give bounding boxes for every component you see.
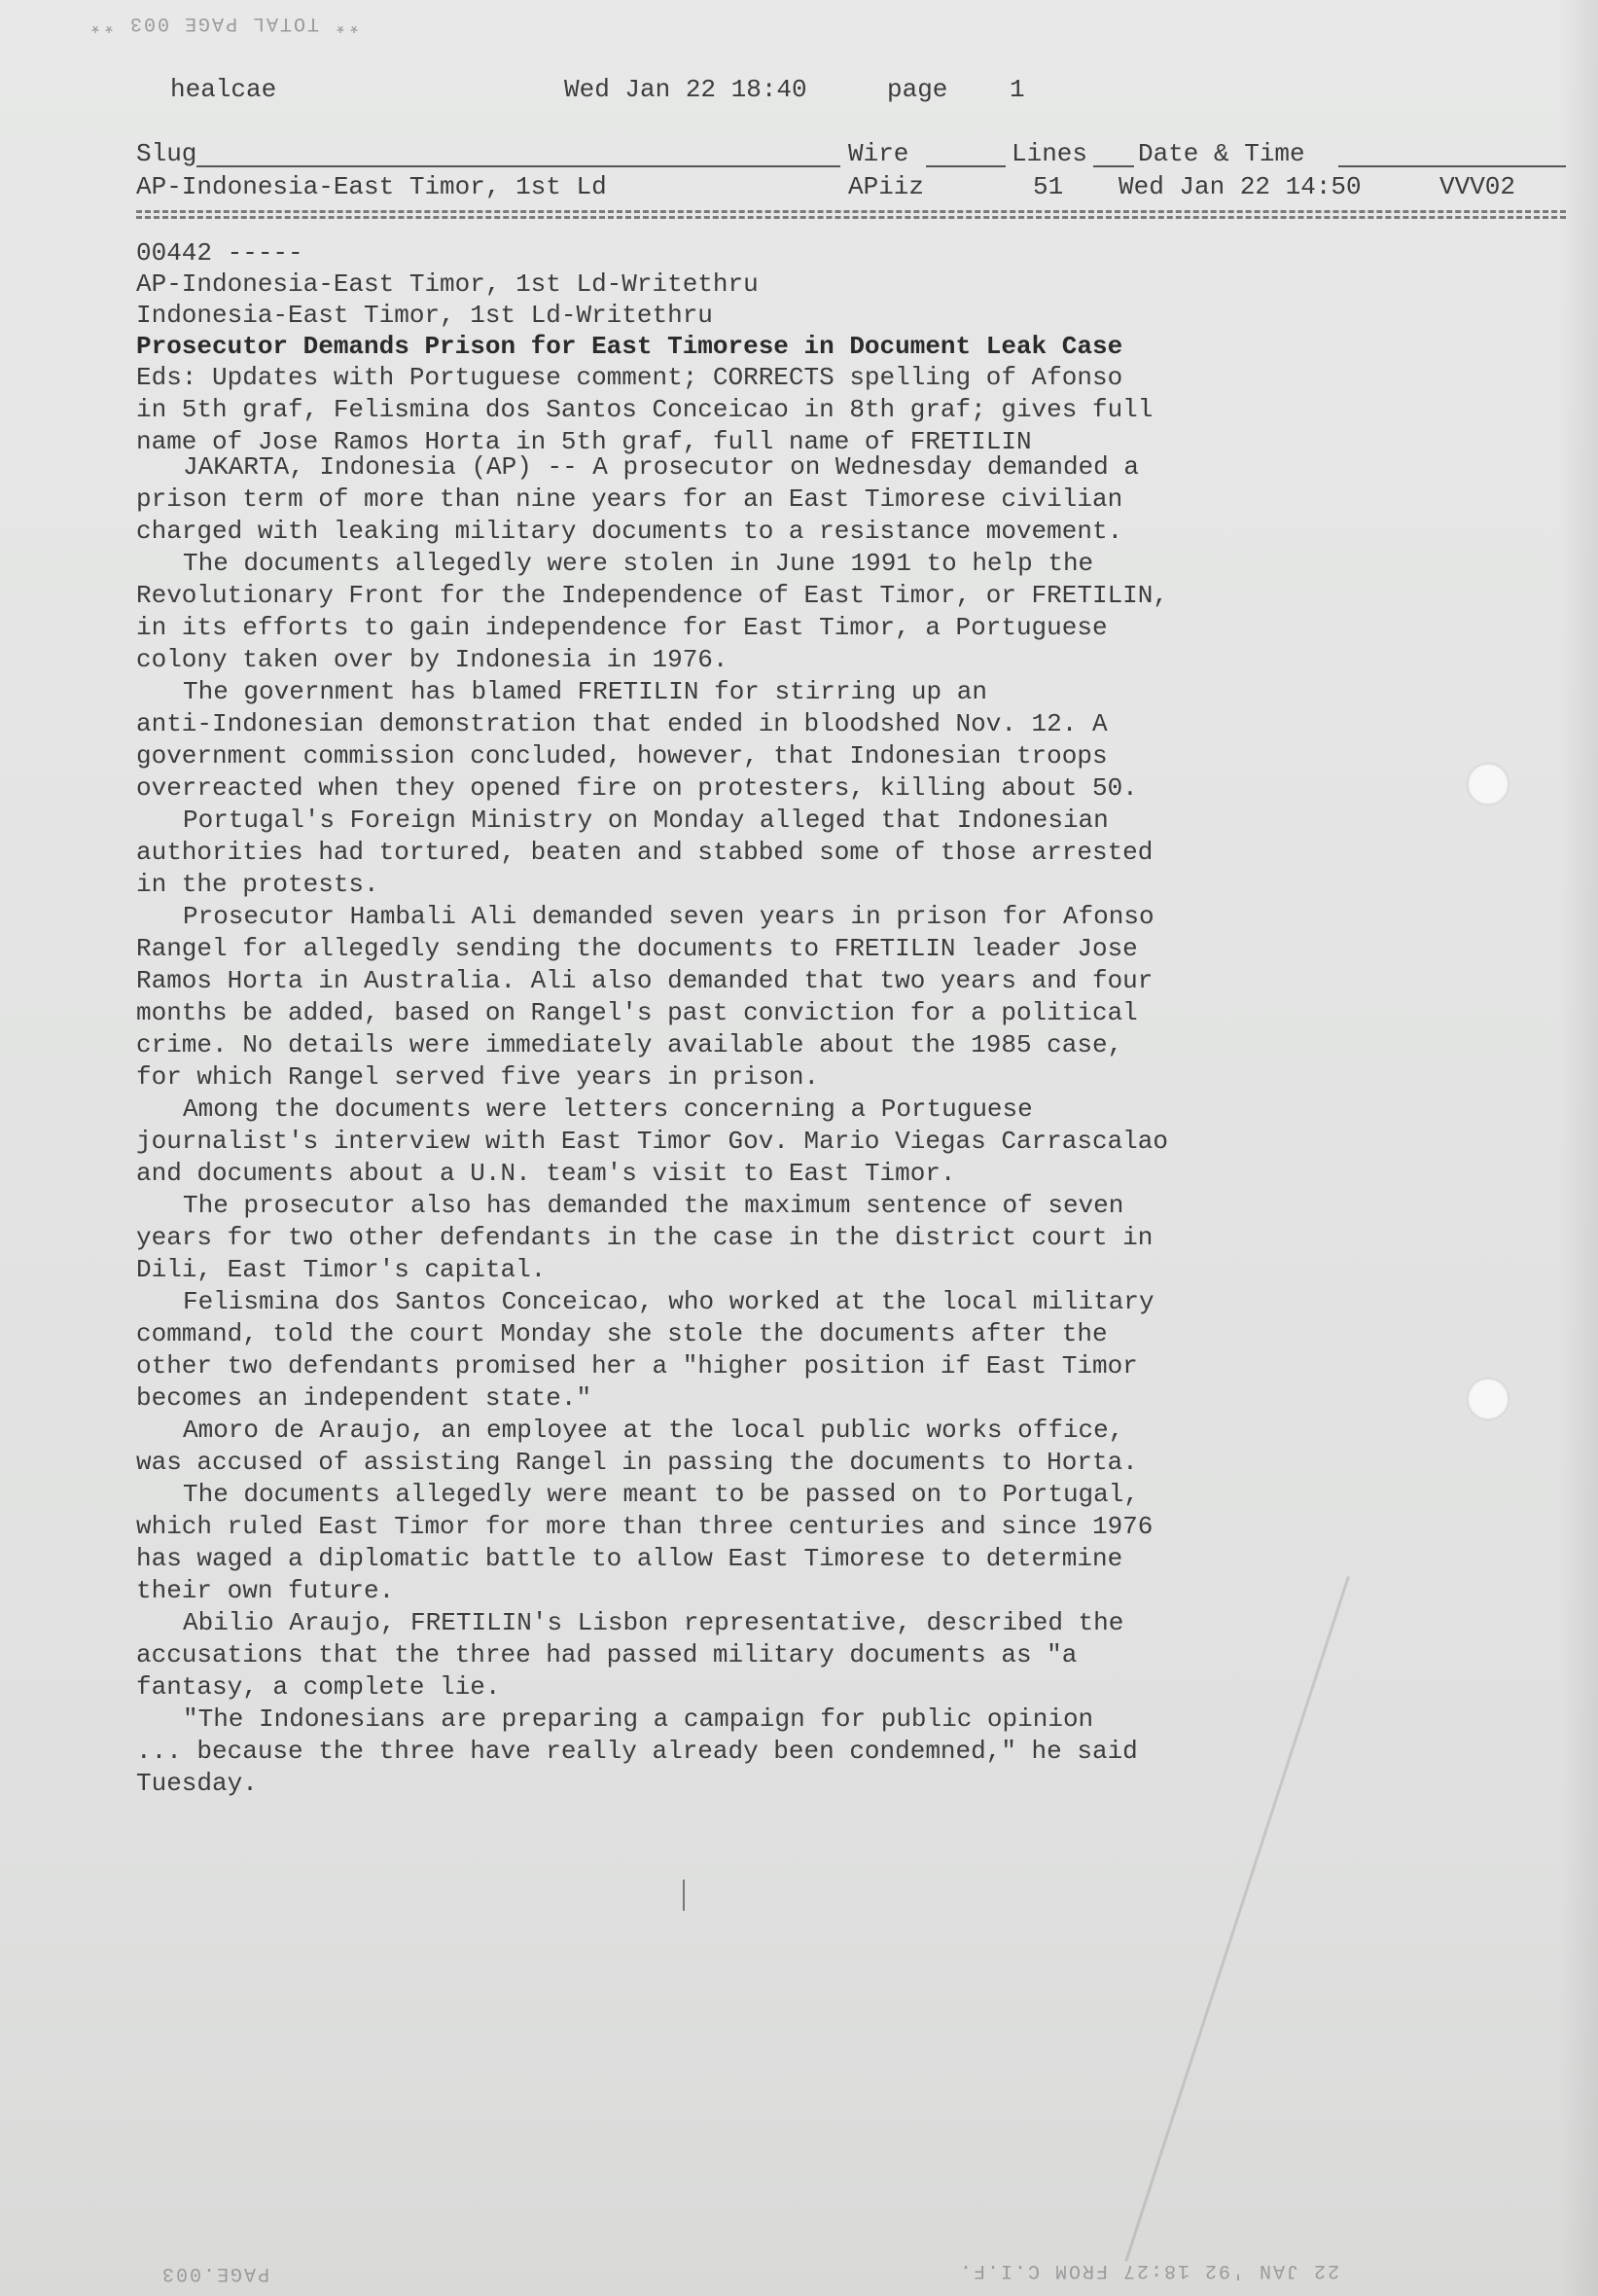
binder-hole-upper [1467,763,1509,806]
record-date-time: Wed Jan 22 14:50 [1119,172,1362,201]
article-paragraph: The documents allegedly were stolen in June 1991 to help the Revolutionary Front for the Independence of East Timor, or FRETILIN, in its efforts to gain independence for East Timor, a Portuguese colony taken over by Indonesia in 1976. [136,549,1168,674]
record-lines: 51 [1033,172,1064,201]
column-lines: Lines [1012,139,1088,168]
header-page-label: page [887,75,948,104]
fax-total-page-stamp: ** TOTAL PAGE 003 ** [88,12,361,34]
story-number: 00442 ----- [136,238,303,268]
article-paragraph: JAKARTA, Indonesia (AP) -- A prosecutor on Wednesday demanded a prison term of more than nine years for an East Timorese civilian charged with leaking military documents to a resistance movement. [136,452,1139,546]
column-date-time: Date & Time [1138,139,1305,168]
article-paragraph: The prosecutor also has demanded the maximum sentence of seven years for two other defendants in the case in the district court in Dili, East Timor's capital. [136,1191,1154,1284]
header-page-number: 1 [1010,75,1025,104]
article-paragraph: Felismina dos Santos Conceicao, who worked at the local military command, told the court Monday she stole the documents after the other two defendants promised her a "higher position if East Timor becomes an independent state." [136,1287,1154,1413]
article-paragraph: The documents allegedly were meant to be passed on to Portugal, which ruled East Timor for more than three centuries and since 1976 has waged a diplomatic battle to allow East Timorese to determine their own future. [136,1480,1154,1605]
article-body [136,451,1401,1800]
column-slug: Slug [136,139,197,168]
separator-line-bottom [136,216,1566,219]
article-paragraph: Prosecutor Hambali Ali demanded seven years in prison for Afonso Rangel for allegedly sending the documents to FRETILIN leader Jose Ramos Horta in Australia. Ali also demanded that two years and four months be added, based on Rangel's past conviction for a political crime. No details were immediately available about the 1985 case, for which Rangel served five years in prison. [136,902,1154,1092]
record-wire: APiiz [848,172,925,201]
article-paragraph: Amoro de Araujo, an employee at the local public works office, was accused of assisting Rangel in passing the documents to Horta. [136,1416,1138,1477]
column-wire: Wire [848,139,909,168]
scan-mark [683,1880,685,1911]
article-paragraph: "The Indonesians are preparing a campaign for public opinion ... because the three have really already been condemned," he said Tuesday. [136,1704,1138,1798]
article-paragraph: Among the documents were letters concerning a Portuguese journalist's interview with East Timor Gov. Mario Viegas Carrascalao and documents about a U.N. team's visit to East Timor. [136,1094,1168,1188]
fax-footer-transmission: 22 JAN '92 18:27 FROM C.I.F. [958,2259,1340,2281]
record-code: VVV02 [1439,172,1516,201]
slug-underline [196,165,840,167]
article-paragraph: Abilio Araujo, FRETILIN's Lisbon representative, described the accusations that the three had passed military documents as "a fantasy, a complete lie. [136,1608,1124,1702]
story-slug-line: AP-Indonesia-East Timor, 1st Ld-Writethru [136,269,759,299]
lines-underline [1093,165,1134,167]
article-paragraph: The government has blamed FRETILIN for stirring up an anti-Indonesian demonstration that ended in bloodshed Nov. 12. A government commission concluded, however, that Indonesian troops overreacted when they opened fire on protesters, killing about 50. [136,677,1138,803]
story-headline: Prosecutor Demands Prison for East Timorese in Document Leak Case [136,332,1123,361]
editors-note: Eds: Updates with Portuguese comment; CORRECTS spelling of Afonso in 5th graf, Felismina dos Santos Conceicao in 8th graf; gives full name of Jose Ramos Horta in 5th graf, full name of FRETILIN [136,363,1154,456]
story-keyword-line: Indonesia-East Timor, 1st Ld-Writethru [136,301,713,330]
wire-underline [926,165,1006,167]
header-date-time: Wed Jan 22 18:40 [564,75,807,104]
header-user: healcae [170,75,277,104]
record-slug: AP-Indonesia-East Timor, 1st Ld [136,172,607,201]
page-edge-shadow [1559,0,1598,2296]
date-underline [1338,165,1566,167]
fax-footer-page: PAGE.003 [160,2262,270,2284]
separator-line-top [136,210,1566,213]
article-paragraph: Portugal's Foreign Ministry on Monday alleged that Indonesian authorities had tortured, beaten and stabbed some of those arrested in the protests. [136,806,1154,899]
binder-hole-lower [1467,1378,1509,1420]
